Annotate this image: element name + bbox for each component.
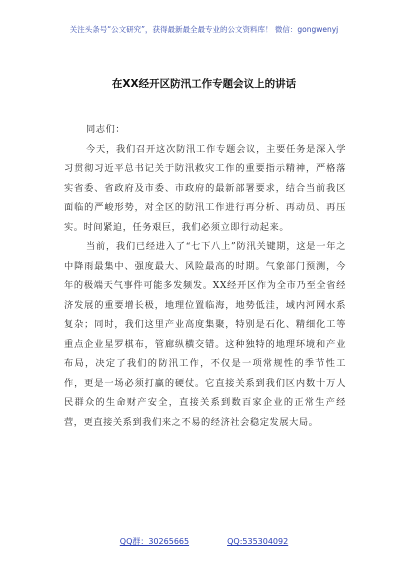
qq-group-link[interactable]: QQ群：30265665	[119, 537, 190, 546]
salutation: 同志们：	[86, 124, 126, 135]
footer	[0, 536, 408, 547]
document-body	[64, 120, 346, 432]
header-note: 关注头条号“公文研究”，获得最新最全最专业的公文资料库！ 微信：gongwenyj	[69, 25, 339, 34]
paragraph-2: 当前，我们已经进入了“七下八上”防汛关键期，这是一年之中降雨最集中、强度最大、风险最高的时期。气象部门预测，今年的极端天气事件可能多发频发。XX经开区作为全市乃至全省经济发展的重要增长极，地理位置临海，地势低洼，域内河网水系复杂；同时，我们这里产业高度集聚，特别是石化、精细化工等重点企业星罗棋布，管廊纵横交错。这种独特的地理环境和产业布局，决定了我们的防汛工作，不仅是一项常规性的季节性工作，更是一场必须打赢的硬仗。它直接关系到我们区内数十万人民群众的生命财产安全，直接关系到数百家企业的正常生产经营，更直接关系到我们来之不易的经济社会稳定发展大局。	[64, 241, 346, 428]
document-title: 在XX经开区防汛工作专题会议上的讲话	[111, 78, 297, 90]
paragraph-1: 今天，我们召开这次防汛工作专题会议，主要任务是深入学习贯彻习近平总书记关于防汛救灾工作的重要指示精神，严格落实省委、省政府及市委、市政府的最新部署要求，结合当前我区面临的严峻形势，对全区的防汛工作进行再分析、再动员、再压实。时间紧迫，任务艰巨，我们必须立即行动起来。	[64, 143, 346, 233]
qq-contact-link[interactable]: QQ:535304092	[227, 537, 289, 546]
